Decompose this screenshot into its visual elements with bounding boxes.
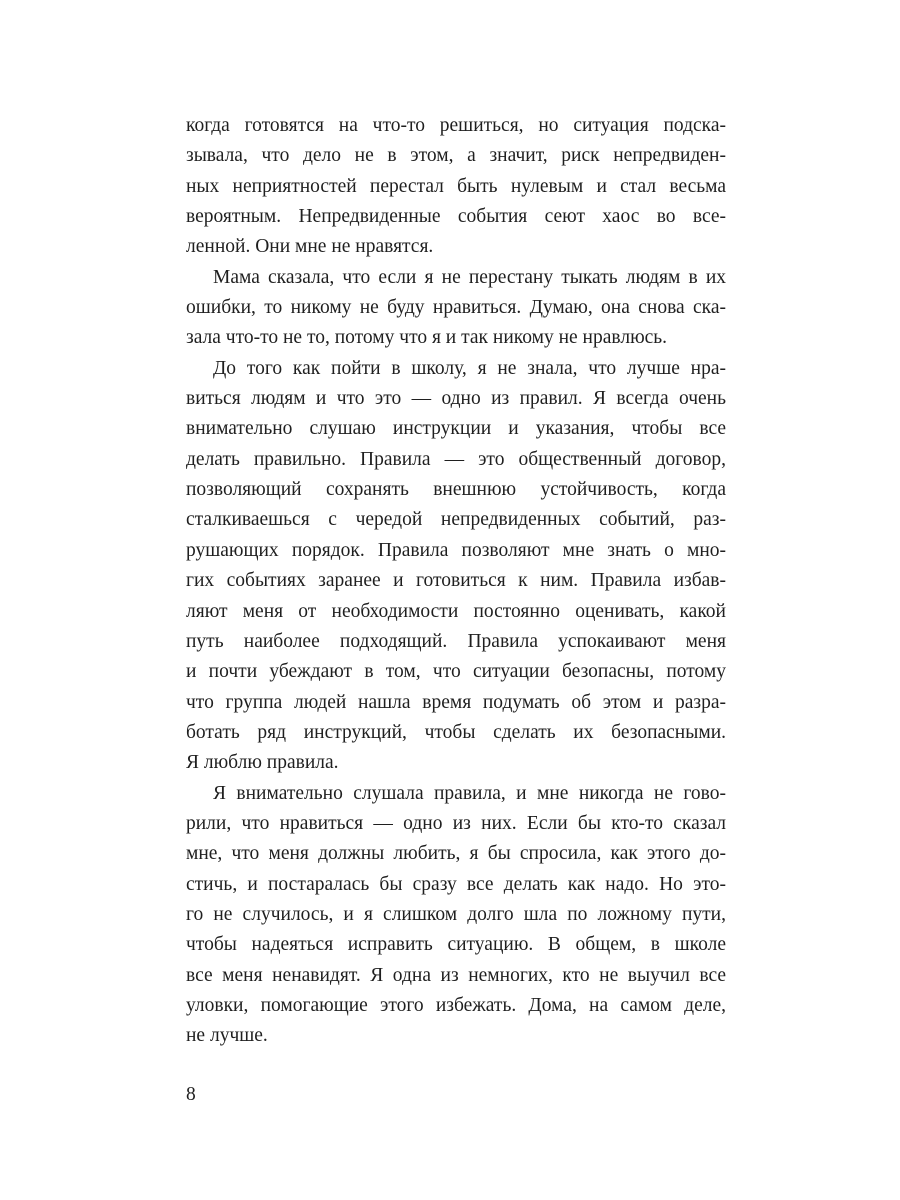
text-line: зала что-то не то, потому что я и так никому не нравлюсь. <box>186 327 668 349</box>
text-line: го не случилось, и я слишком долго шла по ложному пути, <box>186 903 726 925</box>
text-line: Мама сказала, что если я не перестану тыкать людям в их <box>213 266 726 288</box>
text-line: чтобы надеяться исправить ситуацию. В общем, в школе <box>186 934 726 956</box>
text-line: гих событиях заранее и готовиться к ним. Правила избав- <box>186 570 726 592</box>
text-line: уловки, помогающие этого избежать. Дома, на самом деле, <box>186 994 726 1016</box>
text-line: зывала, что дело не в этом, а значит, риск непредвиден- <box>186 145 726 167</box>
text-line: сталкиваешься с чередой непредвиденных событий, раз- <box>186 509 726 531</box>
text-line: что группа людей нашла время подумать об этом и разра- <box>186 691 726 713</box>
text-line: когда готовятся на что-то решиться, но ситуация подска- <box>186 115 726 136</box>
page-number: 8 <box>186 1084 196 1105</box>
paragraph <box>186 263 726 354</box>
text-line: ляют меня от необходимости постоянно оценивать, какой <box>186 600 726 622</box>
text-line: не лучше. <box>186 1025 268 1047</box>
text-line: виться людям и что это — одно из правил. Я всегда очень <box>186 388 726 410</box>
text-line: внимательно слушаю инструкции и указания, чтобы все <box>186 418 726 440</box>
text-line: все меня ненавидят. Я одна из немногих, кто не выучил все <box>186 964 726 986</box>
text-line: позволяющий сохранять внешнюю устойчивость, когда <box>186 479 726 501</box>
text-line: ленной. Они мне не нравятся. <box>186 236 434 258</box>
text-line: ных неприятностей перестал быть нулевым и стал весьма <box>186 175 726 197</box>
text-line: Я внимательно слушала правила, и мне никогда не гово- <box>213 782 726 804</box>
text-line: рили, что нравиться — одно из них. Если бы кто-то сказал <box>186 812 726 834</box>
text-line: рушающих порядок. Правила позволяют мне знать о мно- <box>186 539 726 561</box>
paragraph <box>186 354 726 779</box>
body-text <box>186 111 726 1052</box>
text-line: и почти убеждают в том, что ситуации безопасны, потому <box>186 661 726 683</box>
text-line: ошибки, то никому не буду нравиться. Думаю, она снова ска- <box>186 297 726 319</box>
paragraph <box>186 779 726 1052</box>
text-line: стичь, и постаралась бы сразу все делать как надо. Но это- <box>186 873 726 895</box>
paragraph <box>186 111 726 263</box>
text-line: ботать ряд инструкций, чтобы сделать их безопасными. <box>186 721 726 743</box>
text-line: мне, что меня должны любить, я бы спросила, как этого до- <box>186 843 726 865</box>
text-line: путь наиболее подходящий. Правила успокаивают меня <box>186 630 726 652</box>
text-line: делать правильно. Правила — это общественный договор, <box>186 448 726 470</box>
text-line: Я люблю правила. <box>186 752 339 774</box>
text-line: вероятным. Непредвиденные события сеют хаос во все- <box>186 206 726 228</box>
text-line: До того как пойти в школу, я не знала, что лучше нра- <box>213 357 726 379</box>
